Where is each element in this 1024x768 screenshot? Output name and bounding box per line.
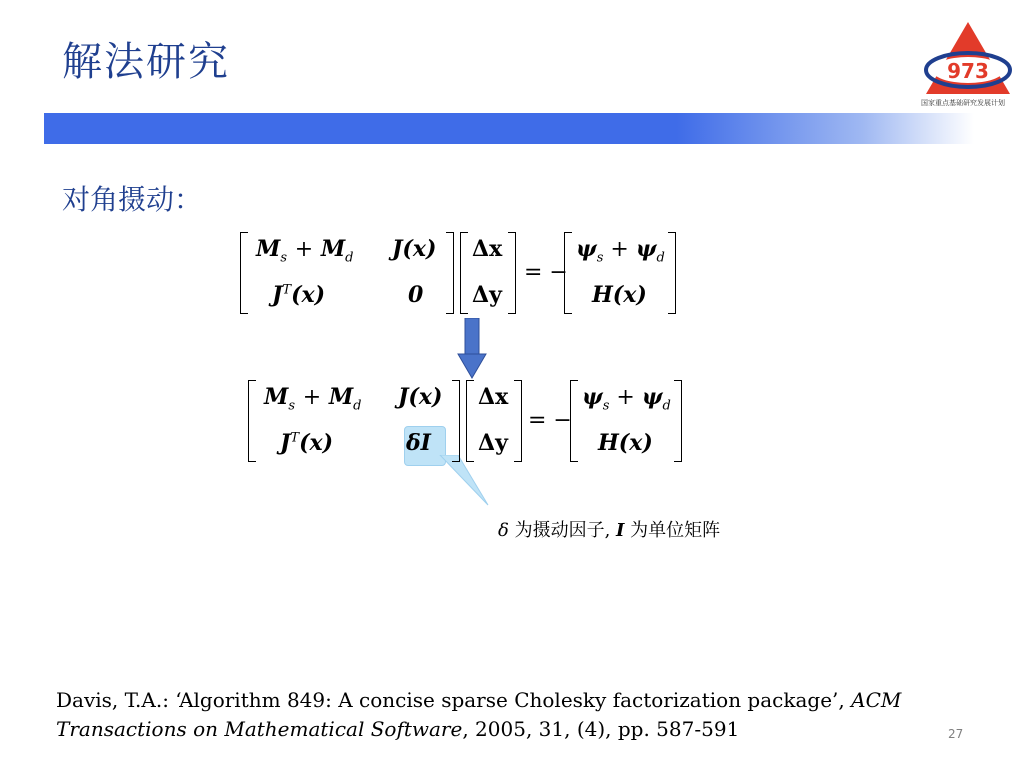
page-number: 27 [948, 727, 964, 741]
header-band [44, 113, 974, 144]
slide-title: 解法研究 [62, 39, 230, 85]
perturbation-note: δ 为摄动因子, I 为单位矩阵 [498, 520, 721, 541]
program-973-logo [918, 18, 1018, 110]
equation-original: $M_s + M_d$ J(x) $J^T(x)$ 0 Δx Δy = − $\psi_s + \psi_d$ H(x) [240, 232, 680, 316]
reference-citation: Davis, T.A.: ‘Algorithm 849: A concise sparse Cholesky factorization package’, ACM Transactions on Mathematical Software, 2005, 31, (4), pp. 587-591 [56, 688, 902, 741]
logo-number: 973 [947, 59, 989, 83]
down-arrow-icon [457, 318, 487, 380]
delta-i-entry: δI [406, 430, 431, 456]
logo-caption: 国家重点基础研究发展计划 [921, 99, 1005, 107]
section-heading: 对角摄动： [62, 183, 203, 216]
equation-perturbed: $M_s + M_d$ J(x) $J^T(x)$ δI Δx Δy = − $\psi_s + \psi_d$ H(x) [248, 380, 688, 464]
